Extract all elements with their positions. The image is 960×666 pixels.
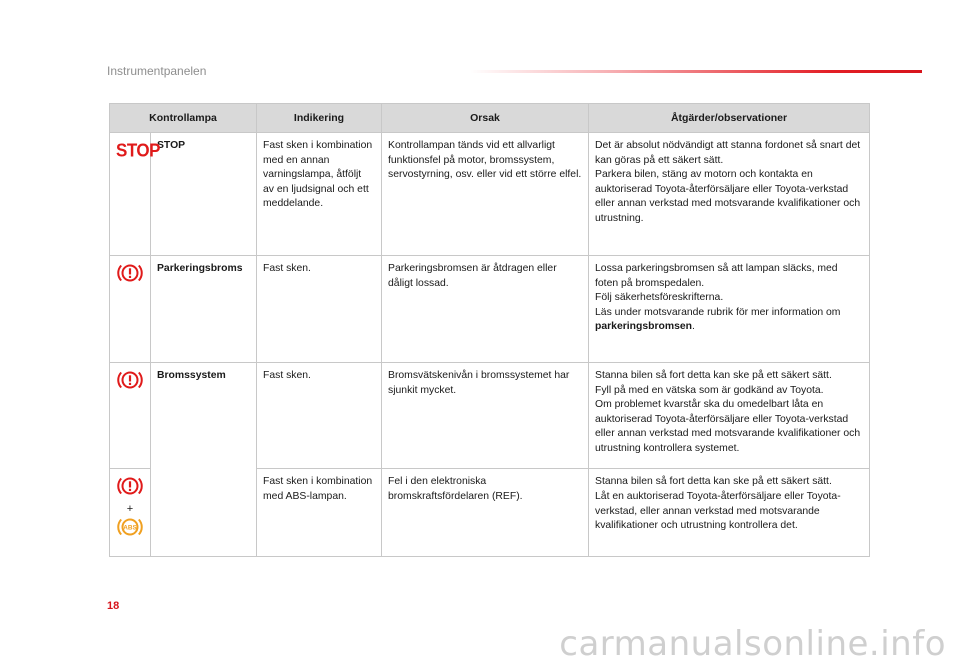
warning-lamp-table [109, 103, 870, 557]
cause-cell: Fel i den elektroniska bromskraftsfördelaren (REF). [382, 469, 589, 556]
cause-cell: Kontrollampan tänds vid ett allvarligt funktionsfel på motor, bromssystem, servostyrning, osv. eller vid ett större elfel. [382, 133, 589, 256]
action-text: Lossa parkeringsbromsen så att lampan släcks, med foten på bromspedalen. Följ säkerhetsföreskrifterna. Läs under motsvarande rubrik för mer information om [595, 263, 841, 318]
table-header-row [110, 104, 870, 133]
table-row [110, 363, 870, 469]
indication-cell: Fast sken i kombination med en annan varningslampa, åtföljt av en ljudsignal och ett meddelande. [257, 133, 382, 256]
action-text-end: . [692, 321, 695, 333]
lamp-name: Parkeringsbroms [151, 256, 257, 363]
section-title: Instrumentpanelen [107, 64, 207, 78]
action-cell: Det är absolut nödvändigt att stanna fordonet så snart det kan göras på ett säkert sätt. Parkera bilen, stäng av motorn och kontakta en auktoriserad Toyota-återförsäljare eller Toyota-verkstad eller annan verkstad med motsvarande kvalifikationer och utrustning. [589, 133, 870, 256]
table-row [110, 256, 870, 363]
brake-warning-icon [117, 369, 143, 391]
column-header-kontrollampa: Kontrollampa [110, 104, 257, 133]
icon-cell [110, 363, 151, 469]
column-header-indikering: Indikering [257, 104, 382, 133]
indication-cell: Fast sken i kombination med ABS-lampan. [257, 469, 382, 556]
abs-label: ABS [123, 524, 137, 532]
indication-cell: Fast sken. [257, 363, 382, 469]
brake-warning-icon [117, 262, 143, 284]
abs-warning-icon [116, 516, 144, 538]
header-rule [470, 70, 922, 73]
lamp-name: Bromssystem [151, 363, 257, 557]
page-number: 18 [107, 600, 120, 612]
icon-cell [110, 133, 160, 256]
plus-sign: + [126, 502, 134, 515]
column-header-orsak: Orsak [382, 104, 589, 133]
action-cell [589, 256, 870, 363]
cause-cell: Parkeringsbromsen är åtdragen eller dåligt lossad. [382, 256, 589, 363]
brake-warning-icon [117, 475, 143, 497]
lamp-name: STOP [151, 133, 257, 256]
action-emphasis: parkeringsbromsen [595, 321, 693, 333]
action-cell: Stanna bilen så fort detta kan ske på ett säkert sätt. Låt en auktoriserad Toyota-återförsäljare eller Toyota-verkstad, eller annan verkstad med motsvarande kvalifikationer och utrustning kontrollera det. [589, 469, 870, 556]
table-row [110, 133, 870, 256]
icon-cell [110, 256, 151, 363]
cause-cell: Bromsvätskenivån i bromssystemet har sjunkit mycket. [382, 363, 589, 469]
stop-warning-icon: STOP [116, 140, 160, 161]
action-cell: Stanna bilen så fort detta kan ske på ett säkert sätt. Fyll på med en vätska som är godkänd av Toyota. Om problemet kvarstår ska du omedelbart låta en auktoriserad Toyota-återförsäljare eller Toyota-verkstad eller annan verkstad med motsvarande kvalifikationer och utrustning kontrollera systemet. [589, 363, 870, 469]
column-header-atgarder: Åtgärder/observationer [589, 104, 870, 133]
icon-cell [110, 469, 151, 556]
watermark: carmanualsonline.info [559, 624, 946, 664]
indication-cell: Fast sken. [257, 256, 382, 363]
